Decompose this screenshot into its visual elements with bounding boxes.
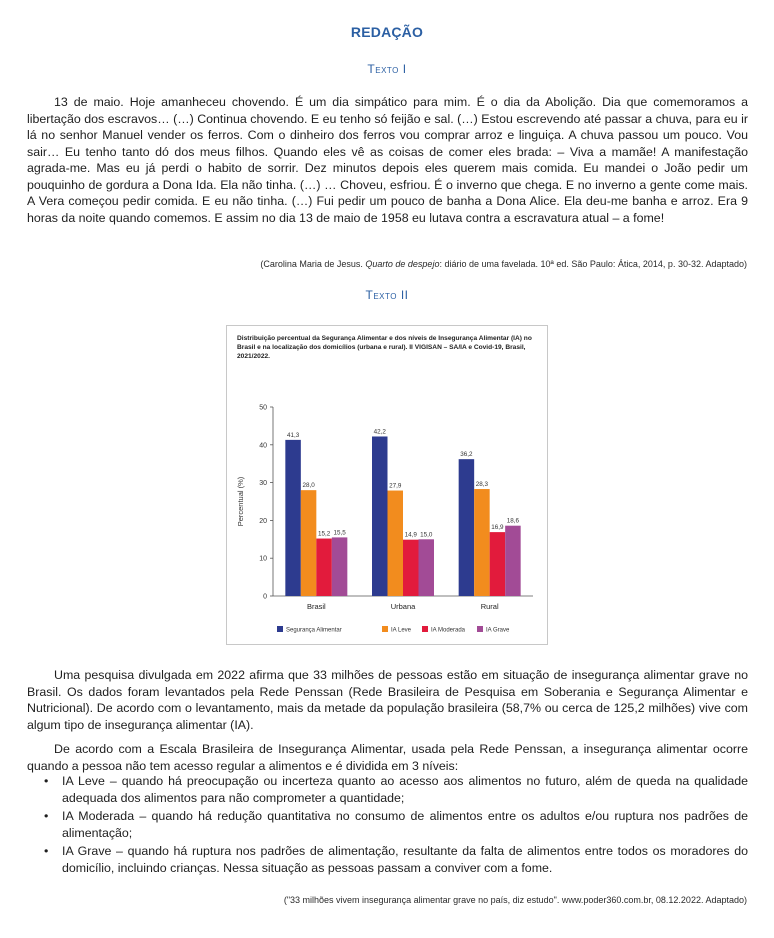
texto-2-label: Texto II — [365, 288, 409, 302]
legend-label: IA Leve — [391, 627, 412, 634]
x-tick-label: Urbana — [390, 602, 416, 611]
list-item-text: IA Moderada – quando há redução quantitativa no consumo de alimentos entre os adultos e/ou ruptura nos padrões de alimentação; — [62, 809, 748, 840]
data-label: 36,2 — [460, 451, 473, 459]
legend-swatch — [277, 626, 283, 632]
list-item-text: IA Grave – quando há ruptura nos padrões de alimentação, resultante da falta de alimentos entre todos os moradores do domicílio, incluindo crianças. Nessa situação as pessoas passam a conviver com a fome. — [62, 844, 748, 875]
x-tick-label: Rural — [480, 602, 499, 611]
texto-2-citation: ("33 milhões vivem insegurança alimentar grave no país, diz estudo". www.poder360.com.br, 08.12.2022. Adaptado) — [283, 895, 747, 905]
y-tick-label: 50 — [259, 404, 267, 412]
list-item — [40, 773, 748, 806]
data-label: 15,0 — [420, 531, 433, 539]
data-label: 16,9 — [491, 524, 504, 532]
y-tick-label: 30 — [259, 480, 267, 488]
bar-brasil-0 — [285, 440, 300, 596]
page-title: REDAÇÃO — [350, 24, 424, 40]
list-item — [40, 843, 748, 876]
bullet-icon: • — [44, 774, 49, 788]
bar-urbana-2 — [403, 540, 419, 596]
data-label: 14,9 — [404, 531, 417, 539]
citation-rest: : diário de uma favelada. 10ª ed. São Paulo: Ática, 2014, p. 30-32. Adaptado) — [439, 259, 747, 269]
y-tick-label: 20 — [259, 517, 267, 525]
ia-levels-list — [40, 773, 748, 878]
citation-author: (Carolina Maria de Jesus. — [260, 259, 366, 269]
legend-swatch — [422, 626, 428, 632]
data-label: 41,3 — [286, 431, 300, 439]
y-tick-label: 0 — [263, 593, 267, 601]
bar-rural-0 — [459, 459, 475, 596]
y-axis-label: Percentual (%) — [236, 476, 245, 527]
bar-rural-1 — [474, 489, 490, 596]
data-label: 15,5 — [333, 529, 346, 537]
legend-swatch — [477, 626, 483, 632]
data-label: 42,2 — [373, 428, 386, 436]
bar-brasil-2 — [316, 539, 332, 596]
chart-title: Distribuição percentual da Segurança Alimentar e dos níveis de Insegurança Alimentar (IA) no Brasil e na localização dos domicílios (urbana e rural). II VIGISAN – SA/IA e Covid-19, Brasil, 2021/2022. — [237, 335, 532, 361]
legend-label: IA Moderada — [431, 627, 466, 634]
bar-brasil-3 — [332, 537, 348, 596]
bar-urbana-1 — [388, 491, 404, 596]
legend-label: Segurança Alimentar — [286, 627, 342, 634]
y-tick-label: 10 — [259, 555, 267, 563]
data-label: 15,2 — [317, 530, 331, 538]
data-label: 27,9 — [389, 482, 402, 490]
legend-label: IA Grave — [486, 627, 510, 634]
bullet-icon: • — [44, 809, 49, 823]
bar-rural-2 — [490, 532, 506, 596]
bar-chart — [227, 326, 547, 644]
data-label: 28,0 — [302, 482, 315, 490]
legend-swatch — [382, 626, 388, 632]
bar-rural-3 — [505, 526, 520, 596]
chart-container — [226, 325, 548, 645]
texto-1-citation — [260, 259, 747, 269]
bullet-icon: • — [44, 844, 49, 858]
bar-urbana-0 — [372, 436, 388, 596]
list-item — [40, 808, 748, 841]
data-label: 28,3 — [475, 481, 489, 489]
texto-2-paragraph-2: De acordo com a Escala Brasileira de Insegurança Alimentar, usada pela Rede Penssan, a insegurança alimentar ocorre quando a pessoa não tem acesso regular a alimentos e é dividida em 3 níveis: — [27, 742, 748, 773]
texto-1-label: Texto I — [367, 62, 407, 76]
citation-book-title: Quarto de despejo — [365, 259, 440, 269]
texto-1-body: 13 de maio. Hoje amanheceu chovendo. É um dia simpático para mim. É o dia da Abolição. Dia que comemoramos a libertação dos escravos… (…) Continua chovendo. E eu tenho só feijão e sal. (…) Estou escrevendo até passar a chuva, para eu ir lá no senhor Manuel vender os ferros. Com o dinheiro dos ferros vou comprar arroz e linguiça. A chuva passou um pouco. Vou sair… Eu tenho tanto dó dos meus filhos. Quando eles vê as coisas de comer eles brada: – Viva a mamãe! A manifestação agrada-me. Mas eu já perdi o habito de sorrir. Dez minutos depois eles querem mais comida. Eu mandei o João pedir um pouquinho de gordura a Dona Ida. Ela não tinha. (…) … Choveu, esfriou. É o inverno que chega. E no inverno a gente come mais. A Vera começou pedir comida. E eu não tinha. (…) Fui pedir um pouco de banha a Dona Alice. Ela deu-me banha e arroz. Era 9 horas da noite quando comemos. E assim no dia 13 de maio de 1958 eu lutava contra a escravatura atual – a fome! — [27, 95, 748, 225]
y-tick-label: 40 — [259, 442, 267, 450]
bar-urbana-3 — [419, 539, 435, 596]
data-label: 18,6 — [506, 517, 520, 525]
list-item-text: IA Leve – quando há preocupação ou incerteza quanto ao acesso aos alimentos no futuro, além de queda na qualidade adequada dos alimentos para não comprometer a quantidade; — [62, 774, 748, 805]
x-tick-label: Brasil — [306, 602, 326, 611]
texto-2-paragraph-1: Uma pesquisa divulgada em 2022 afirma que 33 milhões de pessoas estão em situação de insegurança alimentar grave no Brasil. Os dados foram levantados pela Rede Penssan (Rede Brasileira de Pesquisa em Soberania e Segurança Alimentar e Nutricional). De acordo com o levantamento, mais da metade da população brasileira (58,7% ou cerca de 125,2 milhões) vive com algum tipo de insegurança alimentar (IA). — [27, 668, 748, 732]
bar-brasil-1 — [301, 490, 317, 596]
